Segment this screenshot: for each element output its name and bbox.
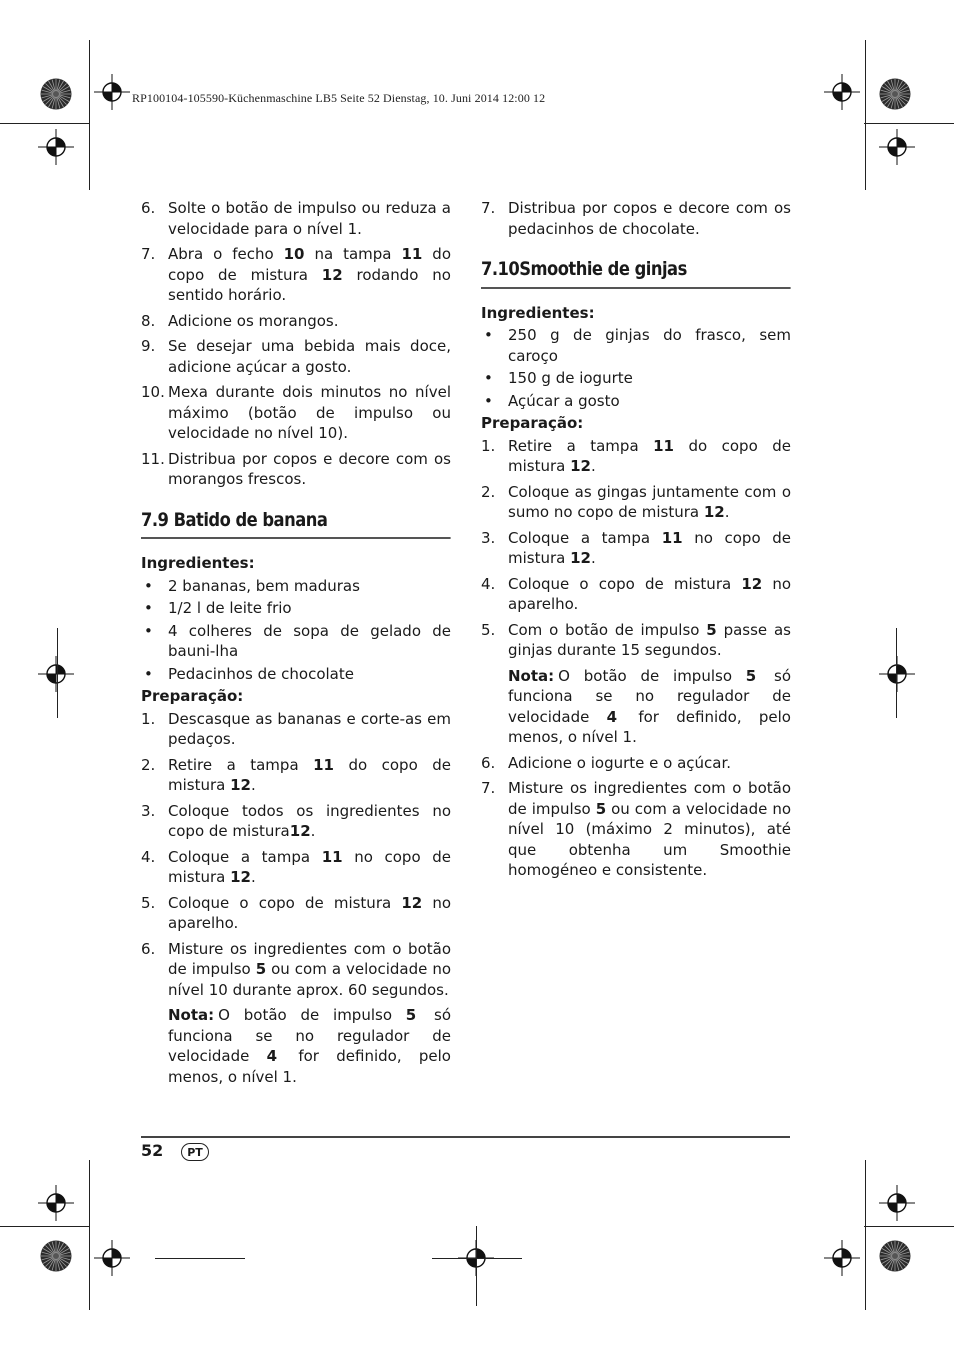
step-text — [508, 437, 791, 476]
bullet-icon: • — [144, 621, 153, 640]
crosshair-mark-icon — [36, 654, 76, 694]
registration-rosette-icon — [39, 1239, 73, 1273]
part-number: 4 — [266, 1047, 278, 1065]
crosshair-mark-icon — [92, 1238, 132, 1278]
text-fragment: Coloque as gingas juntamente com o sumo no copo de mistura — [508, 482, 791, 521]
step-text: Descasque as bananas e corte-as em pedaços. — [168, 709, 451, 748]
step-item — [141, 198, 451, 239]
step-number: 4. — [141, 847, 156, 866]
step-number: 11. — [141, 449, 165, 468]
page-number: 52 — [141, 1141, 164, 1160]
text-fragment: no aparelho. — [168, 893, 452, 932]
text-fragment: O botão de impulso — [558, 666, 746, 685]
ingredient-item — [481, 391, 791, 412]
text-fragment: O botão de impulso — [218, 1006, 406, 1024]
step-text: Se desejar uma bebida mais doce, adicione açúcar a gosto. — [168, 337, 451, 376]
note — [481, 666, 791, 748]
text-fragment: Retire a tampa — [508, 436, 654, 455]
part-number: 11 — [653, 436, 674, 455]
ingredient-text: Açúcar a gosto — [508, 391, 620, 410]
part-number: 12 — [401, 893, 423, 912]
step-number: 5. — [481, 620, 496, 639]
step-text — [508, 575, 791, 614]
ingredient-item — [141, 621, 451, 662]
step-number: 7. — [481, 199, 496, 217]
ingredients-label: Ingredientes: — [481, 303, 595, 322]
text-fragment: Coloque a tampa — [508, 528, 662, 547]
crosshair-mark-icon — [822, 1238, 862, 1278]
step-item — [141, 847, 451, 888]
part-number: 5 — [745, 666, 757, 685]
step-item — [141, 382, 451, 444]
part-number: 5 — [595, 799, 607, 818]
step-item — [481, 620, 791, 661]
part-number: 11 — [661, 528, 683, 547]
step-text: Solte o botão de impulso ou reduza a velocidade para o nível 1. — [168, 199, 451, 238]
step-text: Adicione os morangos. — [168, 311, 339, 330]
step-number: 4. — [481, 574, 496, 593]
bullet-icon: • — [484, 391, 493, 410]
step-item — [481, 482, 791, 523]
step-text — [508, 621, 791, 660]
crosshair-mark-icon — [877, 127, 917, 167]
crop-mark-line — [89, 40, 90, 190]
step-text — [508, 779, 791, 879]
preparation-label: Preparação: — [481, 414, 584, 432]
part-number: 12 — [570, 549, 591, 567]
section-heading-smoothie: 7.10Smoothie de ginjas — [481, 259, 790, 289]
text-fragment: Coloque a tampa — [168, 847, 322, 866]
bullet-icon: • — [484, 326, 493, 344]
text-fragment: do copo de mistura — [168, 755, 451, 794]
crop-mark-line — [0, 123, 90, 124]
text-fragment: do copo de mistura — [508, 436, 791, 475]
note-label: Nota: — [508, 666, 555, 685]
text-fragment: . — [724, 503, 730, 521]
step-item — [141, 336, 451, 377]
step-number: 3. — [141, 801, 156, 820]
step-number: 10. — [141, 383, 165, 401]
text-fragment: Abra o fecho — [168, 245, 284, 263]
part-number: 12 — [703, 503, 725, 521]
part-number: 11 — [401, 245, 423, 263]
text-fragment: na tampa — [304, 245, 402, 263]
crop-mark-line — [57, 628, 58, 718]
step-number: 7. — [481, 779, 496, 797]
crosshair-mark-icon — [877, 1183, 917, 1223]
ingredient-text: 1/2 l de leite frio — [168, 599, 292, 617]
part-number: 11 — [321, 847, 343, 866]
part-number: 12 — [230, 868, 251, 886]
step-item — [481, 574, 791, 615]
text-fragment: passe as ginjas durante 15 segundos. — [508, 620, 791, 659]
crop-mark-line — [896, 628, 897, 718]
part-number: 12 — [321, 265, 343, 284]
step-item — [141, 801, 451, 842]
step-text — [508, 529, 791, 568]
step-item — [141, 311, 451, 332]
ingredient-item — [141, 576, 451, 597]
step-number: 5. — [141, 893, 156, 912]
step-number: 6. — [141, 939, 156, 958]
bullet-icon: • — [144, 576, 153, 595]
crosshair-mark-icon — [36, 1183, 76, 1223]
note-label: Nota: — [168, 1006, 215, 1024]
print-header: RP100104-105590-Küchenmaschine LB5 Seite 52 Dienstag, 10. Juni 2014 12:00 12 — [132, 91, 546, 105]
part-number: 12 — [741, 574, 763, 593]
text-fragment: só funciona se no regulador de velocidade — [508, 666, 791, 726]
step-number: 2. — [481, 482, 496, 501]
crop-mark-line — [476, 1226, 477, 1306]
crosshair-mark-icon — [877, 654, 917, 694]
step-item — [141, 709, 451, 750]
text-fragment: for definido, pelo menos, o nível 1. — [168, 1047, 451, 1086]
text-fragment: Misture os ingredientes com o botão de impulso — [168, 939, 451, 978]
crosshair-mark-icon — [92, 72, 132, 112]
step-text — [168, 940, 451, 999]
crop-mark-line — [432, 1258, 522, 1259]
ingredient-text: 250 g de ginjas do frasco, sem caroço — [508, 326, 791, 365]
left-column — [141, 198, 451, 1092]
crop-mark-line — [155, 1258, 245, 1259]
step-item — [481, 436, 791, 477]
right-column — [481, 198, 791, 886]
ingredient-text: 150 g de iogurte — [508, 369, 633, 387]
text-fragment: ou com a velocidade no nível 10 durante aprox. 60 segundos. — [168, 960, 451, 999]
text-fragment: Coloque o copo de mistura — [508, 574, 742, 593]
part-number: 12 — [570, 457, 591, 475]
ingredients-list — [481, 325, 791, 411]
step-number: 7. — [141, 245, 156, 263]
part-number: 12 — [230, 776, 251, 794]
crop-mark-line — [0, 1226, 90, 1227]
step-number: 1. — [141, 709, 156, 728]
text-fragment: no copo de mistura — [508, 528, 791, 567]
bullet-icon: • — [144, 599, 153, 617]
step-text: Mexa durante dois minutos no nível máximo (botão de impulso ou velocidade no nível 10). — [168, 383, 451, 442]
registration-rosette-icon — [878, 1239, 912, 1273]
ingredient-item — [481, 325, 791, 366]
text-fragment: . — [250, 776, 256, 794]
steps-list — [141, 198, 451, 490]
ingredient-item — [141, 598, 451, 619]
preparation-steps — [141, 709, 451, 1001]
part-number: 11 — [313, 755, 334, 774]
crop-mark-line — [865, 40, 866, 190]
step-number: 3. — [481, 528, 496, 547]
ingredient-item — [481, 368, 791, 389]
step-text: Distribua por copos e decore com os pedacinhos de chocolate. — [508, 199, 791, 238]
crop-mark-line — [865, 1160, 866, 1310]
step-item — [141, 939, 451, 1001]
preparation-steps — [481, 436, 791, 661]
bullet-icon: • — [144, 664, 153, 683]
step-number: 6. — [141, 199, 156, 217]
step-item — [141, 755, 451, 796]
step-number: 2. — [141, 755, 156, 774]
text-fragment: Misture os ingredientes com o botão de impulso — [508, 779, 791, 818]
step-number: 6. — [481, 753, 496, 772]
step-item — [141, 449, 451, 490]
text-fragment: Com o botão de impulso — [508, 620, 707, 639]
text-fragment: ou com a velocidade no nível 10 (máximo 2 minutos), até que obtenha um Smoothie homogéneo e consistente. — [508, 799, 791, 879]
step-item — [141, 244, 451, 306]
part-number: 10 — [283, 245, 305, 263]
text-fragment: . — [250, 868, 256, 886]
step-text: Adicione o iogurte e o açúcar. — [508, 753, 732, 772]
step-number: 8. — [141, 311, 156, 330]
part-number: 5 — [706, 620, 717, 639]
ingredient-text: 2 bananas, bem maduras — [168, 576, 360, 595]
step-text — [508, 483, 791, 522]
text-fragment: só funciona se no regulador de velocidade — [168, 1006, 451, 1065]
crop-mark-line — [89, 1160, 90, 1310]
text-fragment: . — [590, 549, 596, 567]
part-number: 4 — [606, 707, 618, 726]
step-text — [168, 756, 451, 795]
registration-rosette-icon — [39, 77, 73, 111]
text-fragment: no copo de mistura — [168, 847, 451, 886]
footer-rule — [141, 1136, 790, 1138]
crop-mark-line — [864, 123, 954, 124]
preparation-steps-continued — [481, 753, 791, 881]
text-fragment: do copo de mistura — [168, 245, 451, 284]
ingredient-item — [141, 664, 451, 685]
ingredients-list — [141, 576, 451, 685]
text-fragment: . — [590, 457, 596, 475]
preparation-label: Preparação: — [141, 687, 244, 705]
step-item — [481, 198, 791, 239]
part-number: 5 — [255, 960, 267, 978]
step-number: 9. — [141, 337, 156, 355]
part-number: 12 — [289, 822, 311, 840]
steps-list — [481, 198, 791, 239]
text-fragment: . — [310, 822, 316, 840]
text-fragment: Coloque o copo de mistura — [168, 893, 402, 912]
language-badge: PT — [181, 1143, 209, 1161]
step-text — [168, 894, 451, 933]
text-fragment: Retire a tampa — [168, 755, 314, 774]
step-text: Distribua por copos e decore com os morangos frescos. — [168, 449, 451, 488]
step-item — [481, 528, 791, 569]
step-item — [141, 893, 451, 934]
registration-rosette-icon — [878, 77, 912, 111]
text-fragment: Coloque todos os ingredientes no copo de mistura — [168, 801, 451, 840]
note — [141, 1005, 451, 1087]
step-item — [481, 753, 791, 774]
text-fragment: rodando no sentido horário. — [168, 265, 451, 304]
text-fragment: no aparelho. — [508, 574, 792, 613]
ingredient-text: Pedacinhos de chocolate — [168, 664, 354, 683]
step-number: 1. — [481, 436, 496, 455]
ingredient-text: 4 colheres de sopa de gelado de bauni-lha — [168, 621, 451, 660]
part-number: 5 — [405, 1006, 417, 1024]
step-text — [168, 245, 451, 304]
ingredients-label: Ingredientes: — [141, 554, 255, 572]
crosshair-mark-icon — [822, 72, 862, 112]
step-text — [168, 848, 451, 887]
bullet-icon: • — [484, 369, 493, 387]
step-item — [481, 778, 791, 881]
step-text — [168, 802, 451, 841]
text-fragment: for definido, pelo menos, o nível 1. — [508, 707, 791, 746]
crosshair-mark-icon — [36, 127, 76, 167]
crop-mark-line — [864, 1226, 954, 1227]
section-heading-batido: 7.9 Batido de banana — [141, 510, 450, 540]
